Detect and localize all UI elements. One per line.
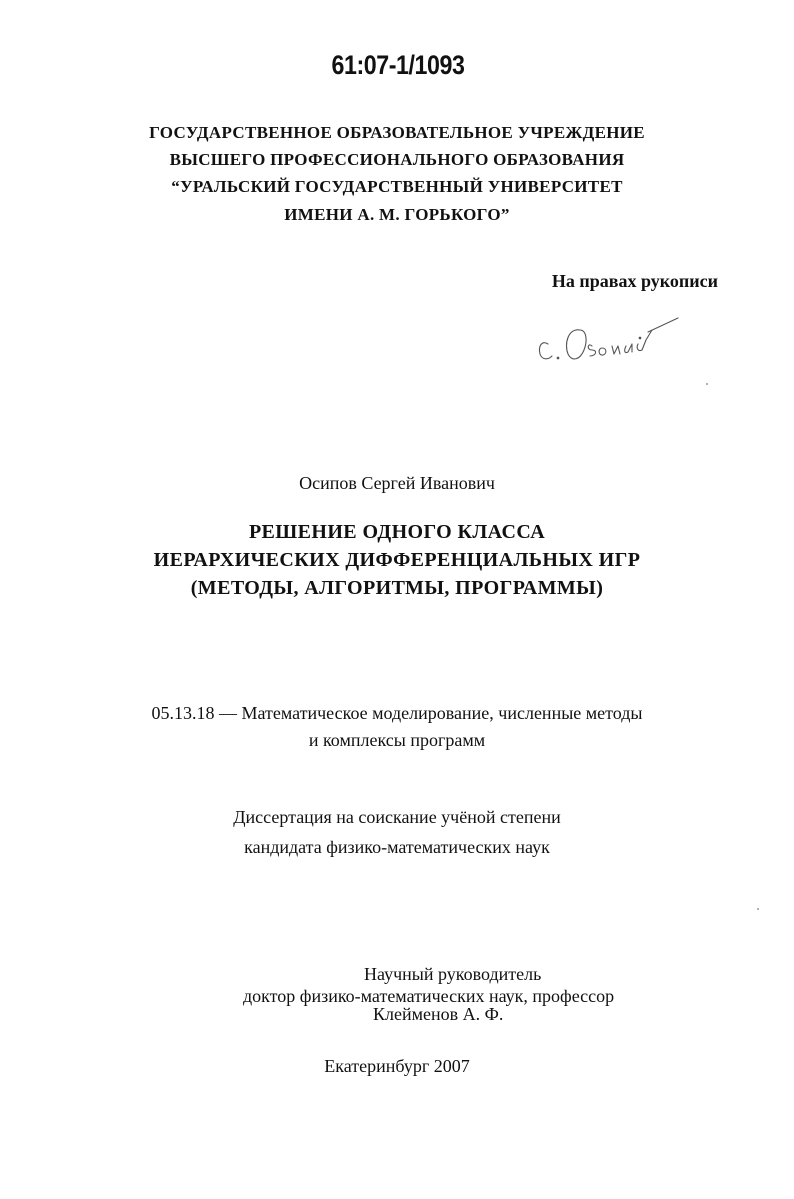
- handwritten-signature: [528, 300, 698, 380]
- institution-line-1: ГОСУДАРСТВЕННОЕ ОБРАЗОВАТЕЛЬНОЕ УЧРЕЖДЕНИЕ: [149, 123, 645, 142]
- registry-number: 61:07-1/1093: [331, 50, 465, 80]
- thesis-title-line-3: (МЕТОДЫ, АЛГОРИТМЫ, ПРОГРАММЫ): [190, 577, 604, 599]
- institution-line-2: ВЫСШЕГО ПРОФЕССИОНАЛЬНОГО ОБРАЗОВАНИЯ: [169, 150, 625, 169]
- thesis-title-line-1: РЕШЕНИЕ ОДНОГО КЛАССА: [248, 521, 546, 543]
- degree-line-2: кандидата физико-математических наук: [244, 837, 550, 857]
- author-name: Осипов Сергей Иванович: [299, 473, 495, 493]
- manuscript-note: На правах рукописи: [551, 271, 718, 291]
- scan-speck: [757, 908, 759, 910]
- city-year: Екатеринбург 2007: [324, 1056, 470, 1076]
- institution-line-4: ИМЕНИ А. М. ГОРЬКОГО”: [284, 205, 510, 224]
- degree-line-1: Диссертация на соискание учёной степени: [233, 807, 561, 827]
- institution-line-3: “УРАЛЬСКИЙ ГОСУДАРСТВЕННЫЙ УНИВЕРСИТЕТ: [171, 177, 623, 196]
- specialty-line-2: и комплексы программ: [308, 730, 486, 750]
- specialty-line-1: 05.13.18 — Математическое моделирование, численные методы: [151, 703, 643, 723]
- advisor-name: Клейменов А. Ф.: [373, 1004, 504, 1024]
- advisor-label: Научный руководитель: [364, 964, 542, 984]
- scan-speck: [706, 383, 708, 385]
- advisor-credentials: доктор физико-математических наук, профессор: [243, 986, 615, 1006]
- thesis-title-line-2: ИЕРАРХИЧЕСКИХ ДИФФЕРЕНЦИАЛЬНЫХ ИГР: [153, 549, 641, 571]
